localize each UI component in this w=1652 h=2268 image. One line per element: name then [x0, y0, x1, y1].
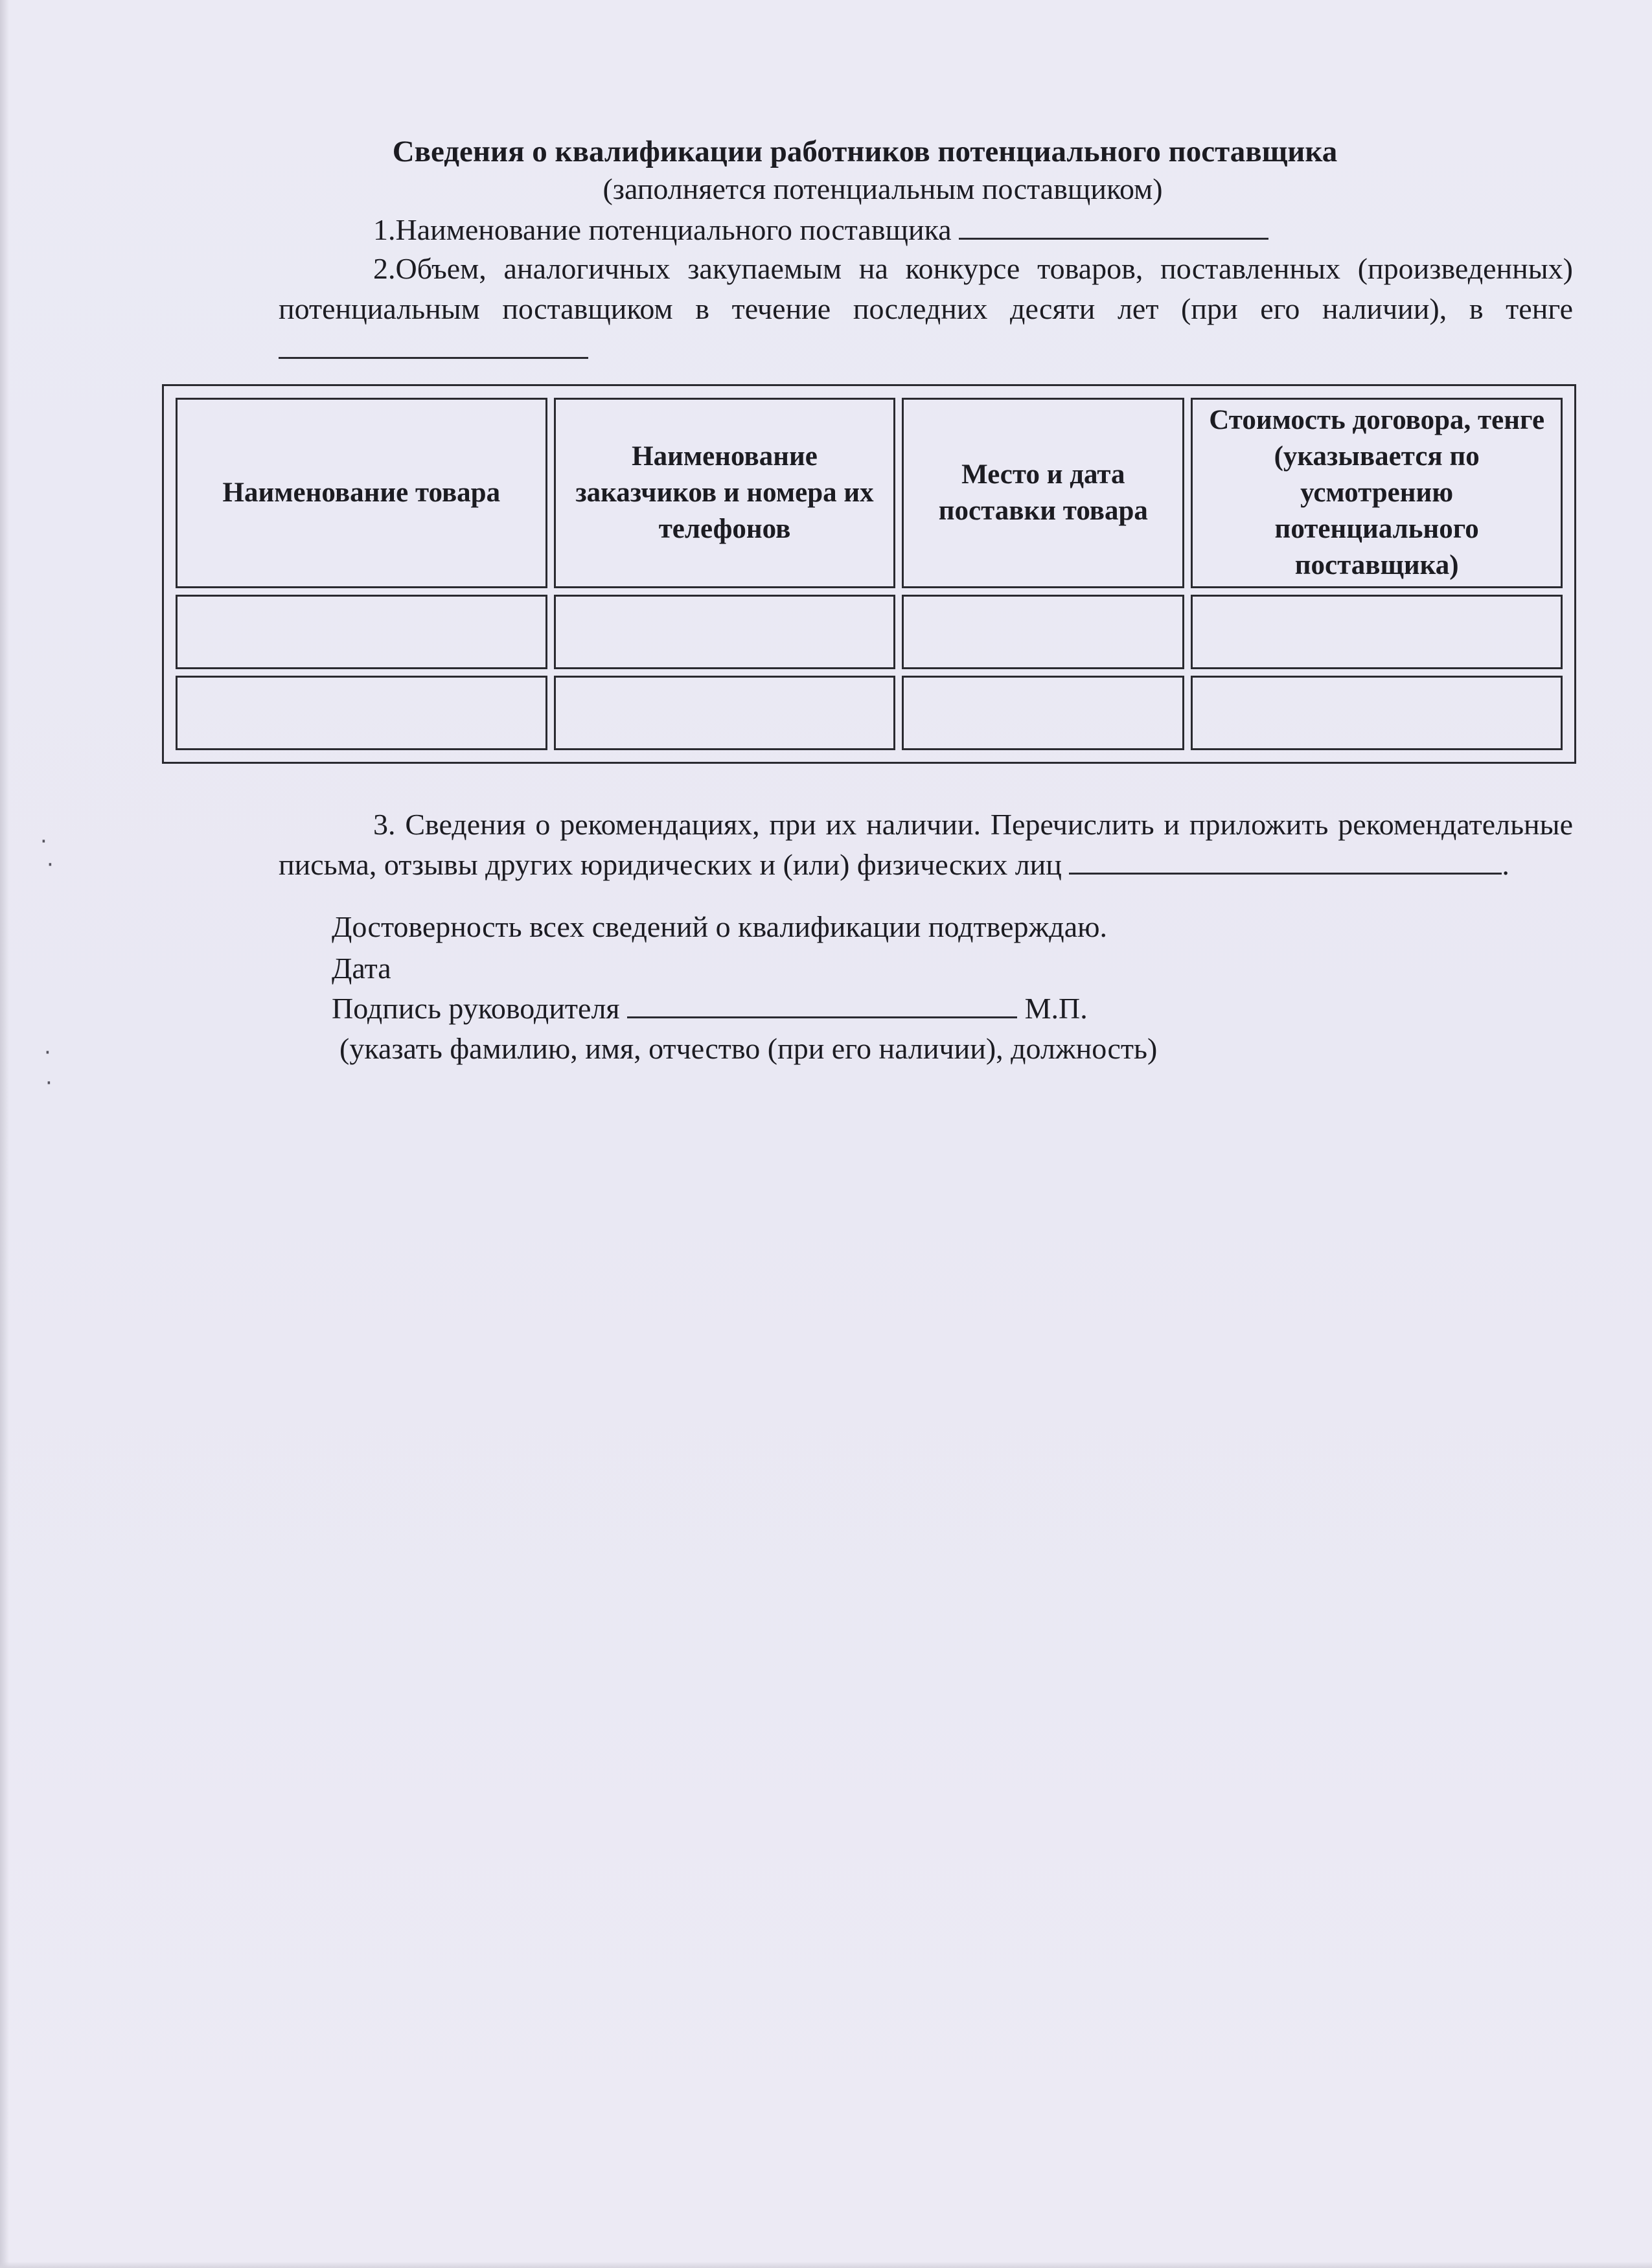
scan-edge-bottom [0, 2262, 1652, 2268]
item-2-text: 2.Объем, аналогичных закупаемым на конкурсе товаров, поставленных (произведенных) потенциальным поставщиком в течение последних десяти лет (при его наличии), в тенге [279, 252, 1573, 325]
volume-amount-field[interactable] [279, 331, 588, 359]
table-header-row [176, 398, 1563, 588]
item-3-text: 3. Сведения о рекомендациях, при их наличии. Перечислить и приложить рекомендательные письма, отзывы других юридических и (или) физических лиц [279, 808, 1573, 881]
scan-edge-left [0, 0, 9, 2268]
signature-note: (указать фамилию, имя, отчество (при его наличии), должность) [339, 1032, 1158, 1065]
table-cell[interactable] [554, 676, 896, 750]
document-title: Сведения о квалификации работников потенциального поставщика [392, 135, 1338, 168]
item-1-line [373, 210, 1268, 250]
column-header-place-date: Место и дата поставки товара [902, 398, 1184, 588]
item-1-label: 1.Наименование потенциального поставщика [373, 213, 952, 246]
stamp-label: М.П. [1024, 992, 1088, 1025]
table-row [176, 595, 1563, 669]
qualification-table-frame [162, 384, 1576, 764]
item-3-paragraph [279, 805, 1573, 885]
confirmation-line: Достоверность всех сведений о квалификации подтверждаю. [332, 910, 1107, 943]
column-header-contract-cost: Стоимость договора, тенге (указывается по усмотрению потенциального поставщика) [1191, 398, 1563, 588]
table-row [176, 676, 1563, 750]
table-cell[interactable] [1191, 676, 1563, 750]
scan-speck: · [45, 1070, 52, 1096]
signature-label: Подпись руководителя [332, 992, 620, 1025]
table-cell[interactable] [902, 595, 1184, 669]
table-cell[interactable] [554, 595, 896, 669]
date-label: Дата [332, 952, 391, 985]
document-subtitle: (заполняется потенциальным поставщиком) [602, 172, 1163, 205]
column-header-customers: Наименование заказчиков и номера их телефонов [554, 398, 896, 588]
signature-line [332, 989, 1088, 1029]
column-header-product: Наименование товара [176, 398, 547, 588]
scan-speck: · [47, 852, 54, 878]
table-cell[interactable] [1191, 595, 1563, 669]
date-line [332, 948, 391, 989]
supplier-name-field[interactable] [959, 212, 1268, 240]
table-cell[interactable] [902, 676, 1184, 750]
table-cell[interactable] [176, 595, 547, 669]
qualification-table [169, 391, 1569, 757]
item-2-paragraph [279, 249, 1573, 369]
scan-speck: · [40, 829, 47, 854]
table-cell[interactable] [176, 676, 547, 750]
scan-speck: · [44, 1040, 51, 1066]
item-3-end: . [1502, 848, 1509, 881]
recommendations-field[interactable] [1069, 847, 1502, 875]
signature-field[interactable] [627, 991, 1017, 1018]
